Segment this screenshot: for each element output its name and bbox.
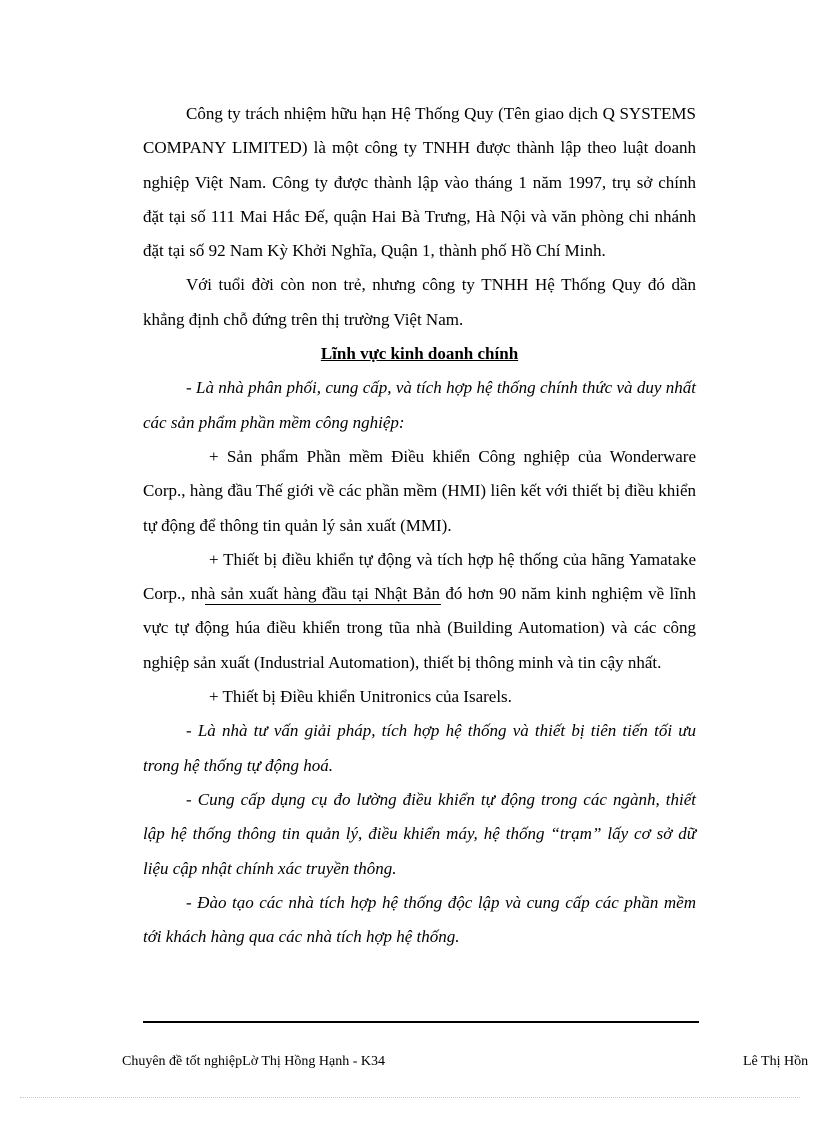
sub-item-wonderware: + Sản phẩm Phần mềm Điều khiển Công nghiệp của Wonderware Corp., hàng đầu Thế giới về các phần mềm (HMI) liên kết với thiết bị điều khiển tự động để thông tin quản lý sản xuất (MMI). <box>143 446 696 535</box>
business-item-training: - Đào tạo các nhà tích hợp hệ thống độc lập và cung cấp các phần mềm tới khách hàng qua các nhà tích hợp hệ thống. <box>143 892 696 947</box>
business-item-consulting: - Là nhà tư vấn giải pháp, tích hợp hệ thống và thiết bị tiên tiến tối ưu trong hệ thống tự động hoá. <box>143 721 696 775</box>
document-body <box>143 97 696 954</box>
page-boundary <box>20 1097 800 1098</box>
section-heading: Lĩnh vực kinh doanh chính <box>320 344 519 364</box>
footer-divider <box>143 1021 699 1023</box>
footer-author-name: Lê Thị Hồn <box>743 1054 809 1069</box>
intro-paragraph-2: Với tuổi đời còn non trẻ, nhưng công ty TNHH Hệ Thống Quy đó dần khẳng định chỗ đứng trên thị trường Việt Nam. <box>143 275 696 329</box>
footer-thesis-title: Chuyên đề tốt nghiệpLờ Thị Hồng Hạnh - K34 <box>122 1054 385 1069</box>
business-item-distribution: - Là nhà phân phối, cung cấp, và tích hợp hệ thống chính thức và duy nhất các sản phẩm phần mềm công nghiệp: <box>143 378 696 432</box>
business-item-instruments: - Cung cấp dụng cụ đo lường điều khiển tự động trong các ngành, thiết lập hệ thống thông tin quản lý, điều khiển máy, hệ thống “trạm” lấy cơ sở dữ liệu cập nhật chính xác truyền thông. <box>143 789 696 878</box>
sub-item-unitronics: + Thiết bị Điều khiển Unitronics của Isarels. <box>209 687 512 707</box>
intro-paragraph-1: Công ty trách nhiệm hữu hạn Hệ Thống Quy (Tên giao dịch Q SYSTEMS COMPANY LIMITED) là một công ty TNHH được thành lập theo luật doanh nghiệp Việt Nam. Công ty được thành lập vào tháng 1 năm 1997, trụ sở chính đặt tại số 111 Mai Hắc Đế, quận Hai Bà Trưng, Hà Nội và văn phòng chi nhánh đặt tại số 92 Nam Kỳ Khởi Nghĩa, Quận 1, thành phố Hồ Chí Minh. <box>143 104 696 261</box>
text-overline-mark <box>205 604 441 605</box>
sub-item-yamatake: + Thiết bị điều khiển tự động và tích hợp hệ thống của hãng Yamatake Corp., nhà sản xuất hàng đầu tại Nhật Bản đó hơn 90 năm kinh nghiệm về lĩnh vực tự động húa điều khiển trong tũa nhà (Building Automation) và các công nghiệp sản xuất (Industrial Automation), thiết bị thông minh và tin cậy nhất. <box>143 549 696 672</box>
